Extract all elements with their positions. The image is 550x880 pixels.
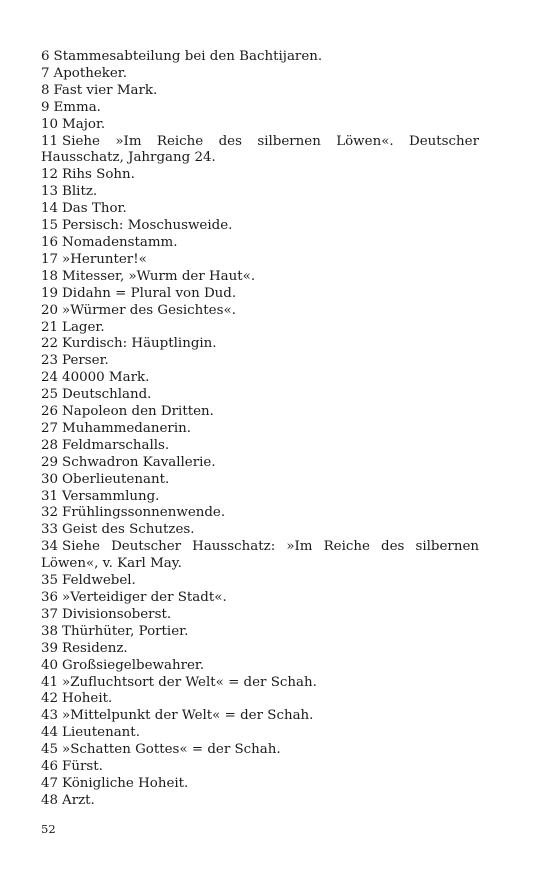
footnote-number: 28 (41, 437, 59, 453)
footnote-entry (41, 708, 479, 725)
footnote-entry (41, 167, 479, 184)
footnote-number: 6 (41, 49, 50, 64)
footnote-text: »Mittelpunkt der Welt« = der Schah. (62, 708, 314, 724)
footnote-entry (41, 658, 479, 675)
footnote-text: »Zufluchtsort der Welt« = der Schah. (62, 674, 317, 690)
footnote-entry (41, 472, 479, 489)
footnote-text: Muhammedanerin. (62, 420, 191, 436)
footnote-text: Feldmarschalls. (62, 437, 170, 453)
footnote-number: 29 (41, 454, 59, 470)
footnote-number: 25 (41, 387, 59, 403)
footnote-entry (41, 759, 479, 776)
footnote-text: Oberlieutenant. (62, 471, 170, 487)
footnote-entry (41, 505, 479, 522)
footnote-number: 38 (41, 623, 59, 639)
footnote-entry (41, 353, 479, 370)
footnote-entry (41, 573, 479, 590)
footnote-number: 13 (41, 184, 59, 200)
footnote-number: 43 (41, 708, 59, 724)
footnote-text: Blitz. (62, 184, 98, 200)
footnote-number: 22 (41, 336, 59, 352)
footnote-entry (41, 235, 479, 252)
footnote-entry (41, 590, 479, 607)
footnote-text: Major. (62, 116, 106, 132)
footnote-text: Lieutenant. (62, 725, 140, 741)
footnote-text: Lager. (62, 319, 105, 335)
footnote-entry (41, 370, 479, 387)
footnote-number: 39 (41, 640, 59, 656)
footnote-text: Frühlingssonnenwende. (62, 505, 226, 521)
footnote-number: 23 (41, 353, 59, 369)
footnote-entry (41, 607, 479, 624)
footnote-entry (41, 252, 479, 269)
footnote-entry (41, 691, 479, 708)
footnote-text: Divisionsoberst. (62, 606, 172, 622)
footnote-number: 45 (41, 742, 59, 758)
footnote-number: 10 (41, 116, 59, 132)
footnote-entry (41, 83, 479, 100)
footnote-text: Rihs Sohn. (62, 167, 135, 183)
footnote-text: Das Thor. (62, 201, 127, 217)
footnote-text: Hoheit. (62, 691, 113, 707)
footnote-text: Didahn = Plural von Dud. (62, 285, 237, 301)
footnote-text: Persisch: Moschusweide. (62, 218, 233, 234)
footnote-entry (41, 387, 479, 404)
footnote-text: Siehe Deutscher Hausschatz: »Im Reiche des silbernen Löwen«, v. Karl May. (41, 539, 479, 572)
footnote-number: 31 (41, 488, 59, 504)
footnote-number: 47 (41, 775, 59, 791)
footnote-number: 35 (41, 573, 59, 589)
footnote-entry (41, 100, 479, 117)
footnote-number: 17 (41, 251, 59, 267)
footnote-entry (41, 184, 479, 201)
footnote-text: Schwadron Kavallerie. (62, 454, 216, 470)
footnote-number: 27 (41, 420, 59, 436)
footnote-number: 41 (41, 674, 59, 690)
footnote-entry (41, 286, 479, 303)
footnote-number: 36 (41, 590, 59, 605)
footnote-text: Apotheker. (53, 65, 127, 81)
footnote-entry (41, 776, 479, 793)
footnote-entry (41, 641, 479, 658)
footnote-entry (41, 404, 479, 421)
footnote-number: 11 (41, 133, 59, 149)
footnote-number: 37 (41, 606, 59, 622)
footnote-number: 21 (41, 319, 59, 335)
footnote-entry (41, 438, 479, 455)
footnote-number: 48 (41, 792, 59, 808)
footnote-text: Feldwebel. (62, 573, 136, 589)
footnote-text: Arzt. (62, 792, 95, 808)
footnote-number: 14 (41, 201, 59, 217)
footnote-number: 24 (41, 370, 59, 386)
footnote-entry (41, 539, 479, 573)
footnote-number: 18 (41, 268, 59, 284)
footnote-entry (41, 455, 479, 472)
footnote-entry (41, 269, 479, 286)
footnote-list (41, 49, 479, 810)
footnote-entry (41, 303, 479, 320)
footnote-text: Fürst. (62, 759, 103, 775)
footnote-entry (41, 742, 479, 759)
footnote-text: Königliche Hoheit. (62, 775, 189, 791)
footnote-text: Geist des Schutzes. (62, 522, 195, 538)
footnote-number: 16 (41, 234, 59, 250)
footnote-entry (41, 624, 479, 641)
footnote-text: Deutschland. (62, 387, 152, 403)
footnote-entry (41, 725, 479, 742)
footnote-text: Emma. (53, 99, 101, 115)
footnote-text: Siehe »Im Reiche des silbernen Löwen«. Deutscher Hausschatz, Jahrgang 24. (41, 133, 479, 166)
footnote-entry (41, 675, 479, 692)
footnote-text: Fast vier Mark. (53, 82, 158, 98)
footnote-entry (41, 49, 479, 66)
footnote-text: 40000 Mark. (62, 370, 150, 386)
footnote-text: Napoleon den Dritten. (62, 404, 214, 420)
footnote-text: Residenz. (62, 640, 128, 656)
footnote-number: 20 (41, 302, 59, 318)
footnote-number: 44 (41, 725, 59, 741)
footnote-number: 15 (41, 218, 59, 234)
footnote-entry (41, 201, 479, 218)
footnote-text: Kurdisch: Häuptlingin. (62, 336, 217, 352)
footnote-number: 7 (41, 65, 50, 81)
footnote-entry (41, 489, 479, 506)
footnote-number: 34 (41, 539, 59, 555)
footnote-entry (41, 336, 479, 353)
footnote-text: Mitesser, »Wurm der Haut«. (62, 268, 256, 284)
page-number: 52 (41, 822, 56, 836)
footnote-entry (41, 522, 479, 539)
footnote-number: 9 (41, 99, 50, 115)
footnote-entry (41, 320, 479, 337)
footnote-number: 42 (41, 691, 59, 707)
footnote-number: 8 (41, 82, 50, 98)
footnote-entry (41, 117, 479, 134)
footnote-text: Versammlung. (62, 488, 160, 504)
footnote-entry (41, 421, 479, 438)
footnote-text: »Herunter!« (62, 251, 147, 267)
footnote-number: 32 (41, 505, 59, 521)
footnote-number: 30 (41, 471, 59, 487)
footnote-number: 46 (41, 759, 59, 775)
footnote-text: Thürhüter, Portier. (62, 623, 189, 639)
footnote-text: Perser. (62, 353, 109, 369)
footnote-number: 12 (41, 167, 59, 183)
footnote-number: 33 (41, 522, 59, 538)
footnote-text: Großsiegelbewahrer. (62, 657, 205, 673)
footnote-number: 26 (41, 404, 59, 420)
footnote-entry (41, 793, 479, 810)
footnote-entry (41, 134, 479, 168)
footnote-entry (41, 218, 479, 235)
footnote-number: 40 (41, 657, 59, 673)
footnote-text: Stammesabteilung bei den Bachtijaren. (53, 49, 323, 64)
footnote-entry (41, 66, 479, 83)
footnote-text: »Schatten Gottes« = der Schah. (62, 742, 281, 758)
footnote-text: Nomadenstamm. (62, 234, 178, 250)
footnote-text: »Verteidiger der Stadt«. (62, 590, 227, 605)
footnote-number: 19 (41, 285, 59, 301)
footnote-text: »Würmer des Gesichtes«. (62, 302, 236, 318)
